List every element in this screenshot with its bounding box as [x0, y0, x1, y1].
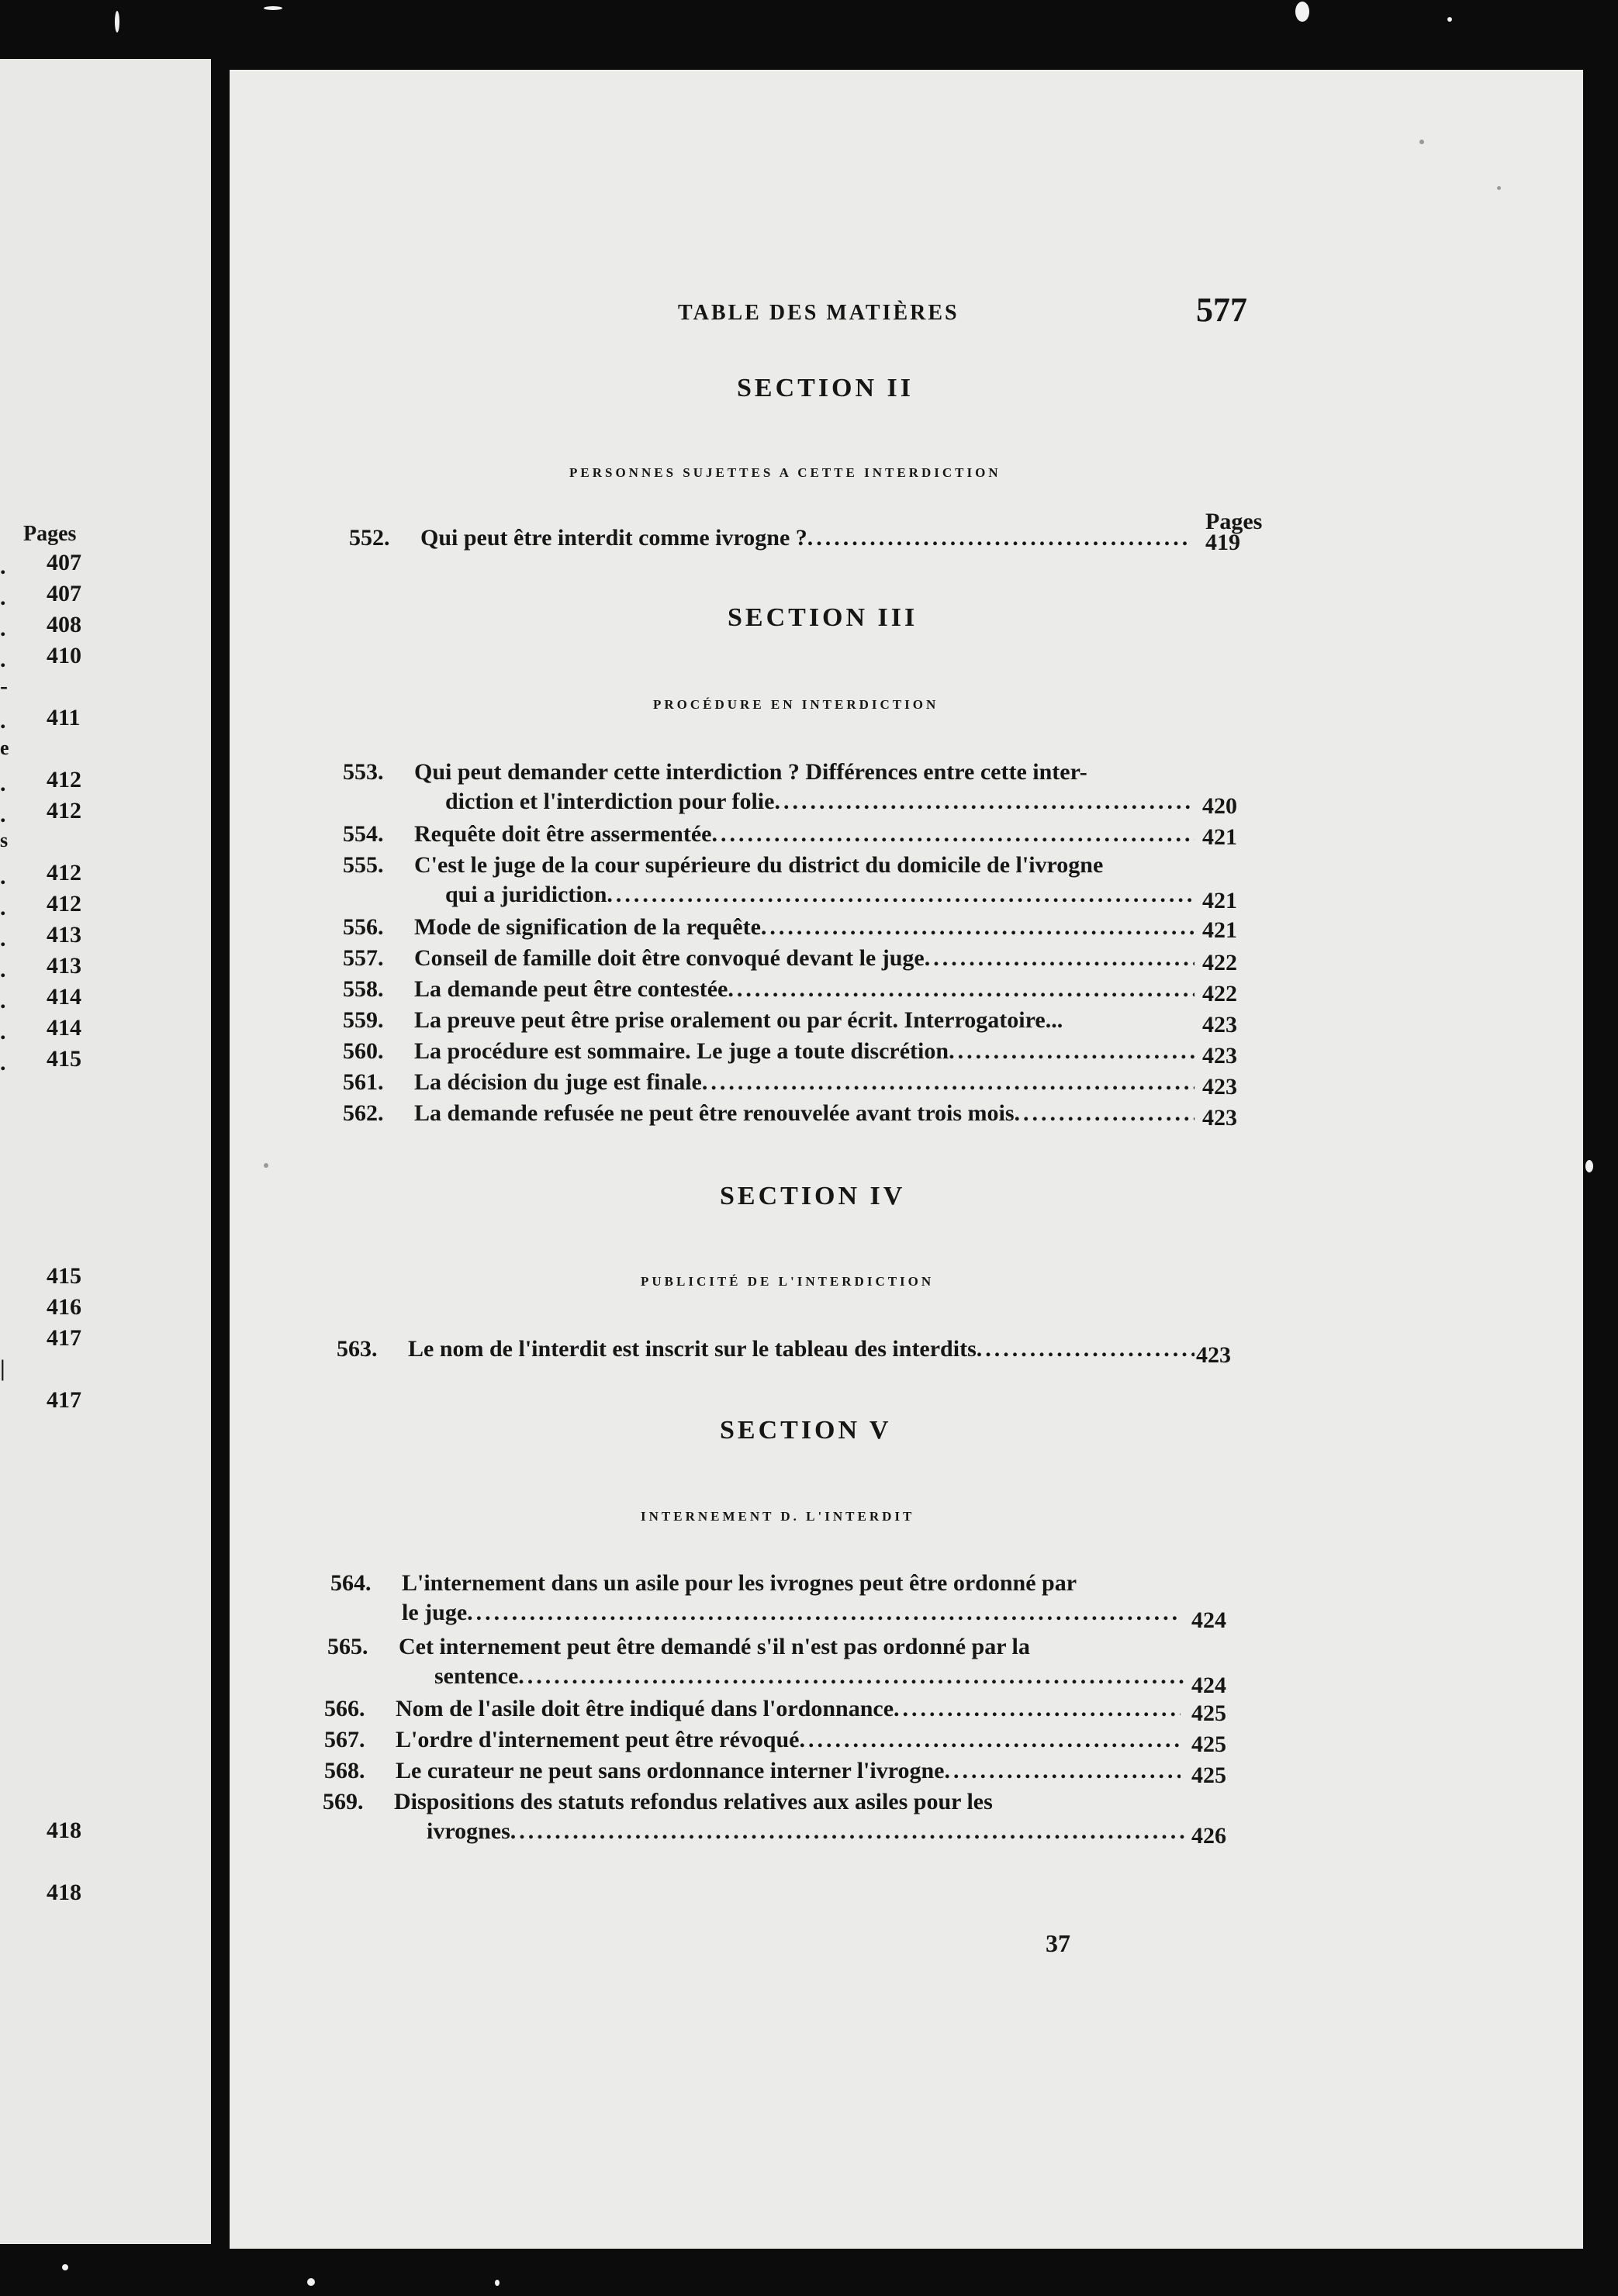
toc-entry — [343, 1067, 1235, 1100]
left-page-number: 414 — [47, 1015, 81, 1041]
entry-line — [414, 943, 1194, 974]
entry-number: 562. — [343, 1100, 384, 1126]
toc-entry — [343, 912, 1235, 944]
running-header-title: TABLE DES MATIÈRES — [678, 301, 959, 325]
entry-text: Qui peut être interdit comme ivrogne ? — [420, 525, 807, 551]
dot-leader — [1015, 1098, 1194, 1129]
dot-leader — [945, 1756, 1181, 1787]
entry-number: 563. — [337, 1336, 378, 1362]
entry-page: 422 — [1202, 981, 1237, 1006]
entry-page: 421 — [1202, 888, 1237, 913]
dot-leader — [925, 943, 1194, 974]
entry-number: 555. — [343, 852, 384, 878]
entry-number: 564. — [330, 1570, 372, 1596]
entry-number: 569. — [323, 1789, 364, 1814]
entry-page: 423 — [1196, 1342, 1231, 1368]
entry-line — [414, 850, 1205, 881]
scan-speck — [495, 2280, 500, 2286]
page-number-header: 577 — [1196, 291, 1247, 329]
leader-dot: . — [0, 988, 6, 1013]
left-page-number: 415 — [47, 1046, 81, 1072]
entry-text: diction et l'interdiction pour folie — [445, 789, 775, 814]
entry-text: Conseil de famille doit être convoqué devant le juge — [414, 945, 925, 971]
toc-entry — [349, 523, 1240, 555]
entry-line — [414, 1036, 1194, 1067]
left-page-number: 417 — [47, 1325, 81, 1351]
entry-page: 425 — [1191, 1731, 1226, 1757]
scan-speck — [115, 11, 119, 33]
entry-text: sentence — [434, 1663, 519, 1689]
scan-speck — [1419, 140, 1424, 144]
leader-dot: . — [0, 895, 6, 920]
entry-number: 566. — [324, 1696, 365, 1721]
toc-entry — [324, 1694, 1238, 1726]
entry-number: 560. — [343, 1038, 384, 1064]
entry-page: 421 — [1202, 824, 1237, 850]
entry-line — [414, 819, 1194, 850]
scan-speck — [1497, 186, 1501, 190]
left-page-number: 414 — [47, 984, 81, 1010]
leader-dot: . — [0, 708, 6, 734]
left-page-number: 416 — [47, 1294, 81, 1320]
leader-dot: . — [0, 957, 6, 982]
leader-dot: . — [0, 802, 6, 827]
entry-text: Nom de l'asile doit être indiqué dans l'ordonnance — [396, 1696, 894, 1721]
document-page — [230, 70, 1583, 2249]
left-page-number: 412 — [47, 767, 81, 792]
toc-entry — [343, 1036, 1235, 1069]
entry-text: Le nom de l'interdit est inscrit sur le tableau des interdits — [408, 1336, 977, 1362]
dot-leader — [761, 912, 1194, 943]
dot-leader — [467, 1597, 1181, 1628]
entry-number: 559. — [343, 1007, 384, 1033]
leader-dot: - — [0, 673, 8, 699]
left-pages-label: Pages — [23, 522, 77, 546]
entry-line — [434, 1661, 1185, 1692]
left-page-number: 413 — [47, 922, 81, 948]
entry-text: Dispositions des statuts refondus relatives aux asiles pour les — [394, 1789, 993, 1814]
dot-leader — [807, 523, 1191, 554]
entry-line — [396, 1694, 1181, 1725]
entry-number: 567. — [324, 1727, 365, 1752]
entry-text: Requête doit être assermentée — [414, 821, 712, 847]
entry-text: le juge — [402, 1600, 468, 1625]
section-subtitle: PUBLICITÉ DE L'INTERDICTION — [641, 1274, 935, 1289]
page-number-footer: 37 — [1046, 1929, 1070, 1957]
left-page-number: 410 — [47, 643, 81, 668]
left-page-number: 408 — [47, 612, 81, 637]
toc-entry — [343, 1098, 1235, 1131]
section-subtitle: INTERNEMENT D. L'INTERDIT — [641, 1509, 915, 1524]
entry-page: 419 — [1205, 530, 1240, 555]
entry-text: C'est le juge de la cour supérieure du district du domicile de l'ivrogne — [414, 852, 1104, 878]
entry-number: 565. — [327, 1634, 368, 1659]
toc-entry — [343, 943, 1235, 975]
left-text-fragment: e — [0, 737, 9, 759]
toc-entry — [324, 1756, 1238, 1788]
entry-line — [414, 1005, 1194, 1036]
entry-text: La demande refusée ne peut être renouvelée avant trois mois — [414, 1100, 1015, 1126]
entry-text: qui a juridiction — [445, 882, 607, 907]
toc-entry — [343, 757, 1235, 819]
entry-page: 425 — [1191, 1700, 1226, 1726]
entry-line — [396, 1725, 1181, 1756]
entry-text: ivrognes — [427, 1818, 510, 1844]
scan-speck — [1447, 17, 1452, 22]
pages-column-label: Pages — [1205, 509, 1263, 534]
toc-entry — [343, 1005, 1235, 1038]
dot-leader — [977, 1334, 1194, 1365]
entry-text: Le curateur ne peut sans ordonnance interner l'ivrogne — [396, 1758, 945, 1783]
dot-leader — [774, 786, 1194, 817]
left-page-number: 412 — [47, 860, 81, 886]
section-title: SECTION IV — [720, 1182, 906, 1210]
entry-line — [414, 1067, 1194, 1098]
toc-entry — [327, 1631, 1238, 1698]
entry-line — [445, 786, 1194, 817]
dot-leader — [799, 1725, 1181, 1756]
dot-leader — [607, 879, 1194, 910]
toc-entry — [337, 1334, 1236, 1366]
entry-page: 424 — [1191, 1607, 1226, 1633]
entry-text: La décision du juge est finale — [414, 1069, 702, 1095]
leader-dot: . — [0, 585, 6, 610]
leader-dot: | — [0, 1355, 5, 1381]
toc-entry — [343, 819, 1235, 851]
entry-line — [396, 1756, 1181, 1787]
entry-number: 557. — [343, 945, 384, 971]
section-title: SECTION III — [728, 603, 918, 632]
entry-number: 561. — [343, 1069, 384, 1095]
leader-dot: . — [0, 1050, 6, 1075]
leader-dot: . — [0, 926, 6, 951]
entry-text: L'internement dans un asile pour les ivrognes peut être ordonné par — [402, 1570, 1077, 1596]
scan-speck — [307, 2278, 315, 2286]
entry-line — [402, 1568, 1208, 1599]
leader-dot: . — [0, 647, 6, 672]
section-title: SECTION V — [720, 1416, 892, 1445]
entry-page: 421 — [1202, 917, 1237, 943]
toc-entry — [343, 974, 1235, 1006]
entry-text: L'ordre d'internement peut être révoqué — [396, 1727, 800, 1752]
entry-page: 424 — [1191, 1673, 1226, 1698]
dot-leader — [711, 819, 1194, 850]
entry-line — [414, 1098, 1194, 1129]
entry-line — [399, 1631, 1208, 1662]
entry-page: 423 — [1202, 1012, 1237, 1038]
left-text-fragment: s — [0, 829, 9, 851]
dot-leader — [510, 1816, 1188, 1847]
entry-line — [445, 879, 1194, 910]
section-title: SECTION II — [737, 374, 914, 402]
left-page-number: 413 — [47, 953, 81, 979]
entry-line — [394, 1787, 1207, 1818]
entry-line — [414, 974, 1194, 1005]
entry-line — [420, 523, 1191, 554]
scan-speck — [1295, 2, 1309, 22]
entry-text: Mode de signification de la requête — [414, 914, 761, 940]
entry-text: Cet internement peut être demandé s'il n'est pas ordonné par la — [399, 1634, 1030, 1659]
leader-dot: . — [0, 864, 6, 889]
entry-number: 568. — [324, 1758, 365, 1783]
left-page-number: 407 — [47, 550, 81, 575]
entry-page: 420 — [1202, 793, 1237, 819]
entry-page: 422 — [1202, 950, 1237, 975]
toc-entry — [323, 1787, 1238, 1849]
entry-text: La procédure est sommaire. Le juge a toute discrétion — [414, 1038, 949, 1064]
leader-dot: . — [0, 554, 6, 579]
scan-speck — [264, 1163, 268, 1168]
entry-line — [402, 1597, 1181, 1628]
entry-page: 423 — [1202, 1105, 1237, 1131]
entry-line — [427, 1816, 1188, 1847]
entry-number: 556. — [343, 914, 384, 940]
dot-leader — [518, 1661, 1185, 1692]
entry-line — [414, 757, 1205, 788]
scan-speck — [62, 2264, 68, 2270]
left-page-number: 418 — [47, 1818, 81, 1843]
left-page-number: 412 — [47, 798, 81, 823]
entry-text: La demande peut être contestée — [414, 976, 728, 1002]
left-page-number: 415 — [47, 1263, 81, 1289]
entry-page: 425 — [1191, 1763, 1226, 1788]
left-page-number: 411 — [47, 705, 81, 730]
left-page-number: 417 — [47, 1387, 81, 1413]
section-subtitle: PROCÉDURE EN INTERDICTION — [653, 697, 939, 712]
leader-dot: . — [0, 771, 6, 796]
toc-entry — [330, 1568, 1238, 1633]
section-subtitle: PERSONNES SUJETTES A CETTE INTERDICTION — [569, 465, 1001, 480]
dot-leader — [949, 1036, 1194, 1067]
entry-line — [414, 912, 1194, 943]
entry-text: Qui peut demander cette interdiction ? Différences entre cette inter- — [414, 759, 1087, 785]
entry-page: 423 — [1202, 1043, 1237, 1069]
entry-page: 426 — [1191, 1823, 1226, 1849]
entry-number: 553. — [343, 759, 384, 785]
entry-page: 423 — [1202, 1074, 1237, 1100]
toc-entry — [324, 1725, 1238, 1757]
entry-number: 558. — [343, 976, 384, 1002]
dot-leader — [894, 1694, 1181, 1725]
left-page-strip — [0, 59, 211, 2244]
entry-text: La preuve peut être prise oralement ou par écrit. Interrogatoire... — [414, 1007, 1063, 1033]
left-page-number: 412 — [47, 891, 81, 917]
entry-line — [408, 1334, 1194, 1365]
leader-dot: . — [0, 616, 6, 641]
scan-speck — [264, 6, 282, 10]
leader-dot: . — [0, 1019, 6, 1044]
dot-leader — [702, 1067, 1194, 1098]
entry-number: 552. — [349, 525, 390, 551]
toc-entry — [343, 850, 1235, 912]
dot-leader — [728, 974, 1194, 1005]
scan-speck — [1585, 1160, 1593, 1172]
left-page-number: 418 — [47, 1880, 81, 1905]
entry-number: 554. — [343, 821, 384, 847]
left-page-number: 407 — [47, 581, 81, 606]
